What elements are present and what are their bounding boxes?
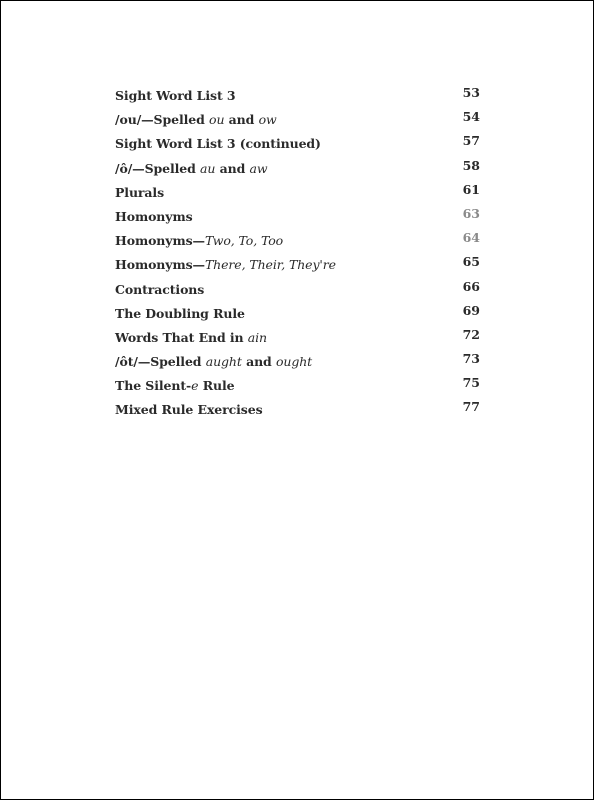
toc-title-segment: /ou/—Spelled: [115, 112, 210, 128]
toc-entry: [115, 279, 485, 303]
toc-entry: [115, 85, 485, 109]
toc-entry-title: [115, 354, 312, 369]
toc-entry: [115, 182, 485, 206]
toc-title-segment: Homonyms: [115, 208, 193, 224]
toc-title-segment: /ôt/—Spelled: [115, 354, 206, 370]
toc-title-segment: and: [224, 112, 259, 128]
toc-entry: [115, 109, 485, 133]
toc-title-segment: Rule: [198, 378, 235, 394]
toc-entry: [115, 254, 485, 278]
toc-entry-title: [115, 402, 263, 417]
toc-title-segment: Homonyms—: [115, 233, 205, 249]
toc-title-italic-segment: ow: [258, 112, 277, 128]
toc-entry-page-number: 63: [462, 205, 480, 221]
toc-entry-page-number: 57: [462, 133, 480, 149]
toc-title-segment: and: [241, 354, 276, 370]
toc-entry: [115, 399, 485, 423]
toc-title-segment: Sight Word List 3: [115, 88, 236, 103]
toc-entry-page-number: 65: [462, 254, 480, 270]
toc-title-segment: Mixed Rule Exercises: [115, 402, 263, 418]
toc-entry-page-number: 64: [462, 230, 480, 246]
toc-entry-page-number: 77: [462, 399, 480, 415]
toc-entry: [115, 303, 485, 327]
toc-entry-title: [115, 282, 204, 297]
table-of-contents: [115, 85, 485, 424]
toc-title-italic-segment: ain: [247, 329, 267, 345]
toc-title-segment: The Silent-: [115, 378, 192, 394]
toc-entry-page-number: 72: [462, 326, 480, 342]
toc-entry-page-number: 75: [462, 375, 480, 391]
toc-entry-title: [115, 112, 277, 127]
toc-entry-page-number: 61: [462, 181, 480, 197]
toc-entry-title: [115, 161, 267, 176]
toc-title-italic-segment: ou: [209, 112, 225, 128]
toc-entry: [115, 133, 485, 157]
toc-title-segment: Plurals: [115, 184, 165, 200]
toc-entry-title: [115, 88, 235, 103]
toc-entry-title: [115, 209, 193, 224]
toc-title-segment: /ô/—Spelled: [115, 160, 201, 176]
toc-title-italic-segment: There, Their, They're: [204, 257, 336, 273]
toc-title-segment: Sight Word List 3 (continued): [115, 136, 321, 152]
toc-entry-title: [115, 233, 283, 248]
toc-entry-page-number: 54: [462, 109, 480, 125]
toc-entry: [115, 206, 485, 230]
toc-title-segment: Words That End in: [115, 329, 248, 345]
toc-title-italic-segment: Two, To, Too: [204, 233, 284, 249]
toc-entry-page-number: 73: [462, 351, 480, 367]
toc-entry-title: [115, 185, 164, 200]
toc-entry-title: [115, 257, 336, 272]
toc-title-italic-segment: e: [191, 378, 199, 394]
toc-title-italic-segment: ought: [275, 354, 313, 370]
toc-entry-title: [115, 330, 267, 345]
toc-title-italic-segment: au: [200, 160, 216, 176]
toc-entry-title: [115, 378, 234, 393]
toc-entry-page-number: 69: [462, 302, 480, 318]
toc-entry: [115, 375, 485, 399]
toc-entry-title: [115, 136, 321, 151]
toc-entry-page-number: 53: [462, 85, 480, 100]
toc-title-segment: Contractions: [115, 281, 205, 297]
toc-title-segment: Homonyms—: [115, 257, 205, 273]
toc-title-segment: The Doubling Rule: [115, 305, 245, 321]
toc-entry: [115, 351, 485, 375]
toc-entry-page-number: 58: [462, 157, 480, 173]
toc-title-italic-segment: aught: [205, 354, 242, 370]
toc-entry-title: [115, 306, 245, 321]
toc-entry-page-number: 66: [462, 278, 480, 294]
toc-entry: [115, 158, 485, 182]
toc-title-italic-segment: aw: [249, 160, 268, 176]
toc-entry: [115, 230, 485, 254]
toc-title-segment: and: [215, 160, 250, 176]
toc-entry: [115, 327, 485, 351]
